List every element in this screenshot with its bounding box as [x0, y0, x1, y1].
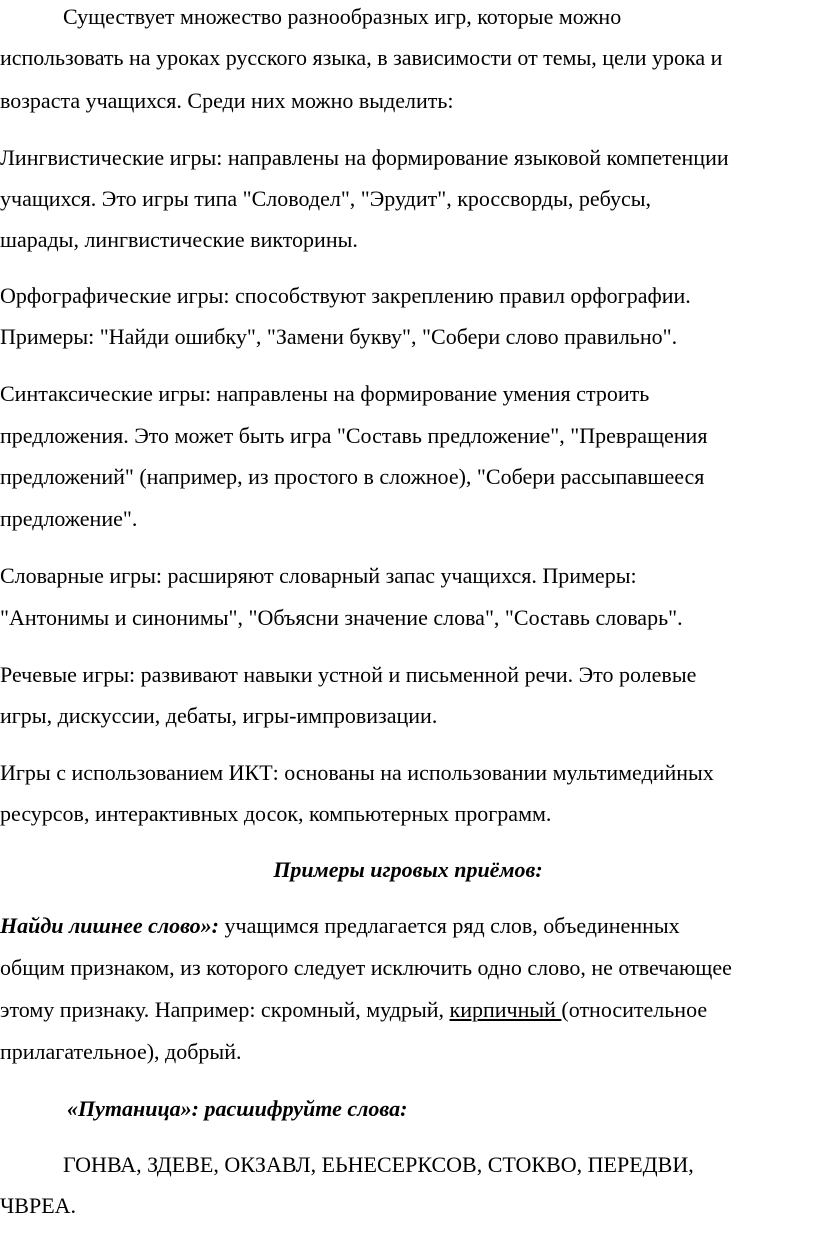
linguistic-games-line-2: учащихся. Это игры типа "Словодел", "Эрудит", кроссворды, ребусы, [0, 186, 652, 211]
syntactic-games-line-2: предложения. Это может быть игра "Составь предложение", "Превращения [0, 423, 708, 448]
puzzle-words-line-1: ГОНВА, ЗДЕВЕ, ОКЗАВЛ, ЕЬНЕСЕРКСОВ, СТОКВО, ПЕРЕДВИ, [63, 1152, 694, 1177]
syntactic-games-line-3: предложений" (например, из простого в сложное), "Собери рассыпавшееся [0, 464, 705, 489]
ict-games-line-1: Игры с использованием ИКТ: основаны на использовании мультимедийных [0, 760, 714, 785]
linguistic-games-line-1: Лингвистические игры: направлены на формирование языковой компетенции [0, 145, 729, 170]
vocabulary-games-line-2: "Антонимы и синонимы", "Объясни значение слова", "Составь словарь". [0, 605, 683, 630]
puzzle-title: «Путаница»: расшифруйте слова: [67, 1096, 408, 1121]
orthographic-games-line-1: Орфографические игры: способствуют закреплению правил орфографии. [0, 283, 691, 308]
vocabulary-games-line-1: Словарные игры: расширяют словарный запас учащихся. Примеры: [0, 563, 637, 588]
odd-word-line-1 [0, 915, 680, 937]
odd-word-example-start: этому признаку. Например: скромный, мудрый, [0, 997, 450, 1022]
odd-word-line-2: общим признаком, из которого следует исключить одно слово, не отвечающее [0, 955, 732, 980]
odd-word-intro: учащимся предлагается ряд слов, объединенных [219, 913, 680, 938]
syntactic-games-line-1: Синтаксические игры: направлены на формирование умения строить [0, 381, 650, 406]
examples-heading: Примеры игровых приёмов: [273, 857, 543, 882]
speech-games-line-2: игры, дискуссии, дебаты, игры-импровизации. [0, 703, 438, 728]
intro-line-1: Существует множество разнообразных игр, которые можно [63, 4, 622, 29]
ict-games-line-2: ресурсов, интерактивных досок, компьютерных программ. [0, 801, 552, 826]
intro-line-3: возраста учащихся. Среди них можно выделить: [0, 88, 454, 113]
odd-word-example-note: (относительное [561, 997, 708, 1022]
speech-games-line-1: Речевые игры: развивают навыки устной и письменной речи. Это ролевые [0, 662, 697, 687]
intro-line-2: использовать на уроках русского языка, в зависимости от темы, цели урока и [0, 45, 723, 70]
linguistic-games-line-3: шарады, лингвистические викторины. [0, 227, 358, 252]
odd-word-line-4: прилагательное), добрый. [0, 1039, 242, 1064]
syntactic-games-line-4: предложение". [0, 506, 138, 531]
odd-word-line-3 [0, 999, 707, 1021]
puzzle-words-line-2: ЧВРЕА. [0, 1193, 77, 1218]
odd-word-highlighted: кирпичный [449, 997, 562, 1022]
orthographic-games-line-2: Примеры: "Найди ошибку", "Замени букву", "Собери слово правильно". [0, 324, 678, 349]
odd-word-title: Найди лишнее слово»: [0, 913, 220, 938]
